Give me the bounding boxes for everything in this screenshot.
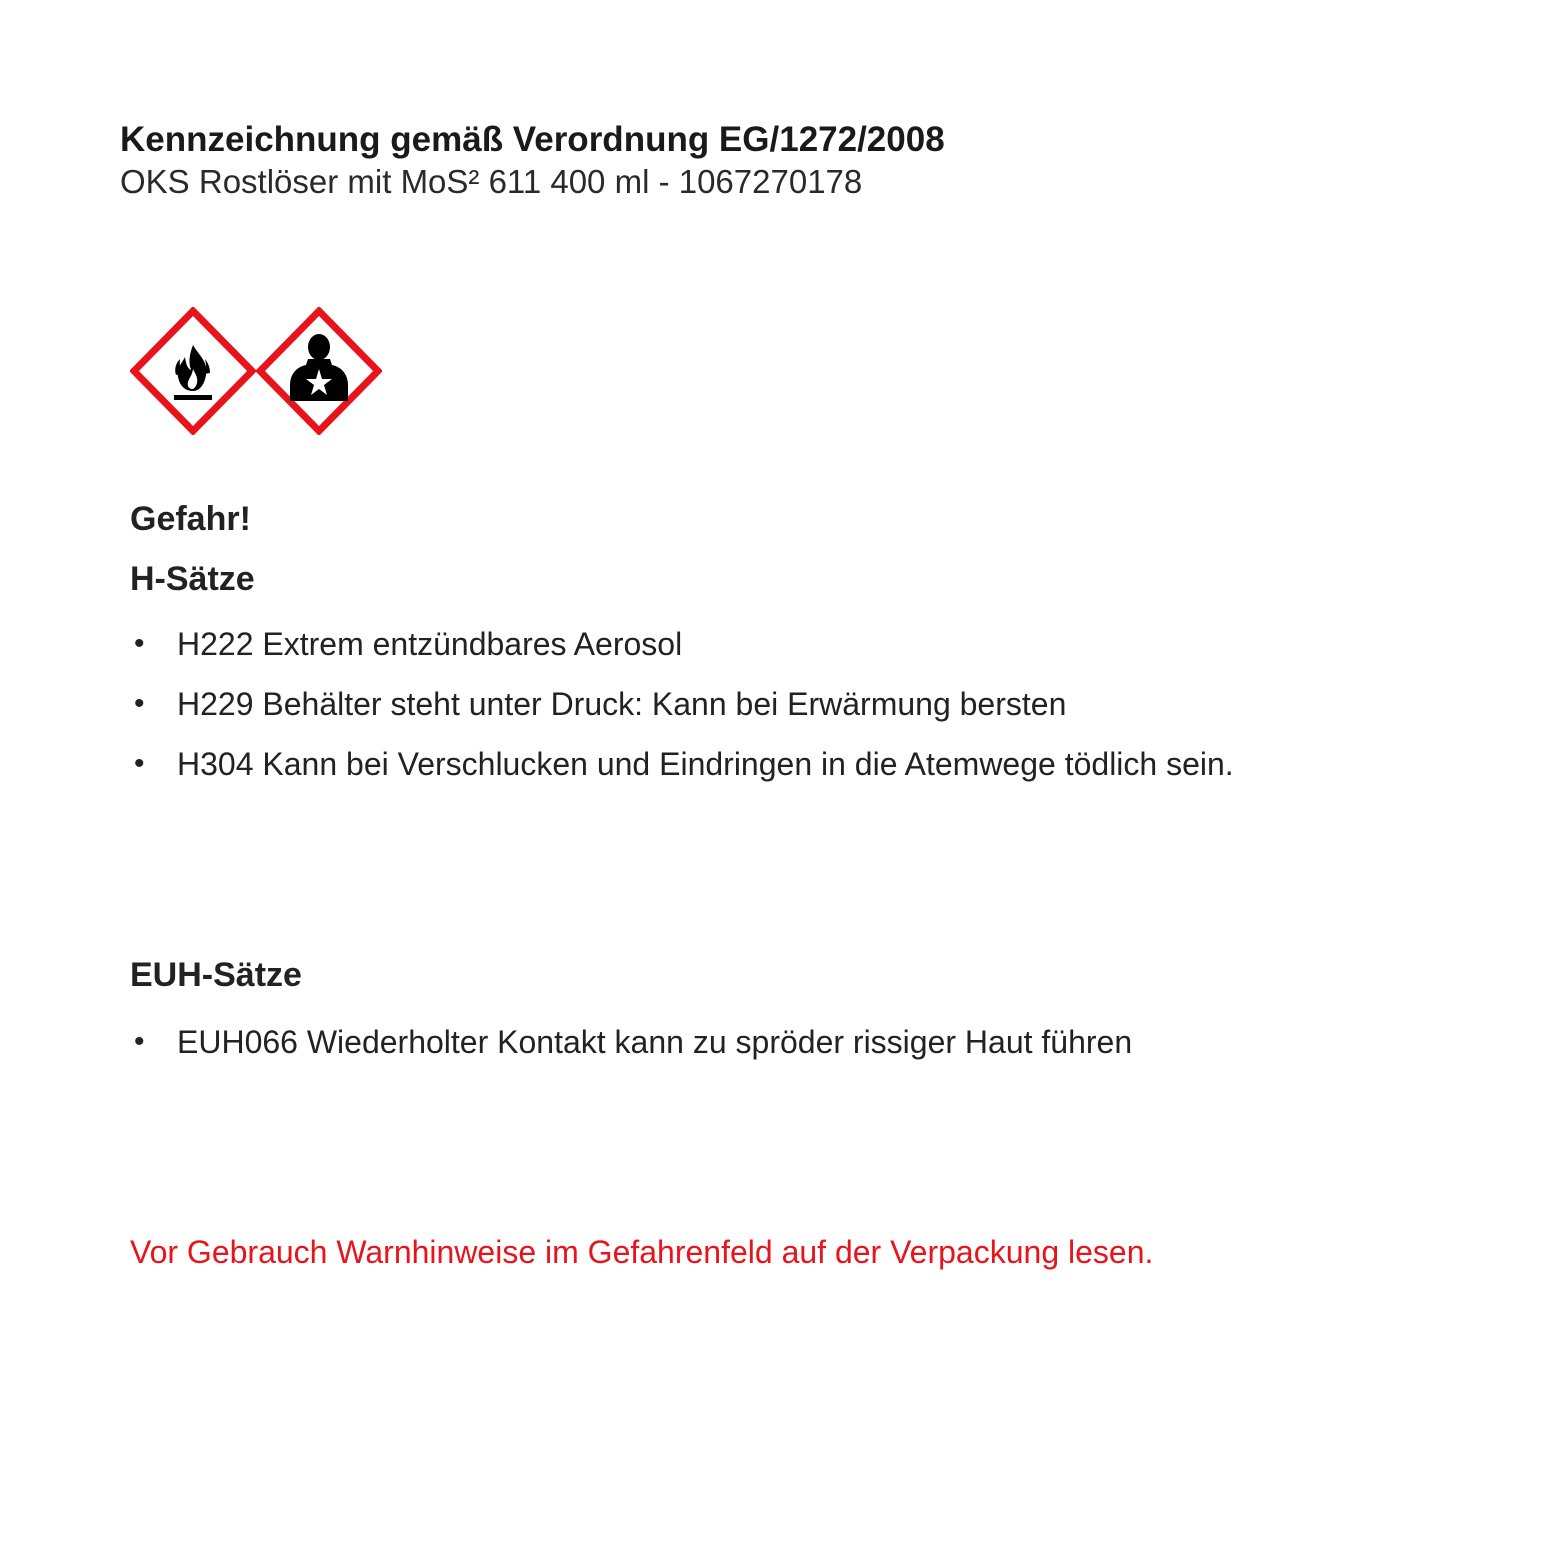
h-statement-text: H222 Extrem entzündbares Aerosol bbox=[177, 626, 683, 662]
h-statement-text: H229 Behälter steht unter Druck: Kann bei Erwärmung bersten bbox=[177, 686, 1067, 722]
euh-statements-list bbox=[130, 1012, 1250, 1072]
euh-statements-heading: EUH-Sätze bbox=[130, 956, 302, 994]
list-item bbox=[130, 674, 1250, 734]
signal-word: Gefahr! bbox=[130, 500, 251, 538]
bullet: • bbox=[134, 627, 145, 660]
bullet: • bbox=[134, 747, 145, 780]
list-item bbox=[130, 734, 1250, 794]
bullet: • bbox=[134, 1025, 145, 1058]
h-statements-list bbox=[130, 614, 1250, 794]
list-item bbox=[130, 1012, 1250, 1072]
h-statement-text: H304 Kann bei Verschlucken und Eindringen in die Atemwege tödlich sein. bbox=[177, 746, 1234, 782]
product-subtitle: OKS Rostlöser mit MoS² 611 400 ml - 1067270178 bbox=[120, 163, 863, 200]
page-title: Kennzeichnung gemäß Verordnung EG/1272/2008 bbox=[120, 120, 945, 159]
warning-note: Vor Gebrauch Warnhinweise im Gefahrenfeld auf der Verpackung lesen. bbox=[130, 1234, 1154, 1270]
h-statements-heading: H-Sätze bbox=[130, 560, 255, 598]
bullet: • bbox=[134, 687, 145, 720]
list-item bbox=[130, 614, 1250, 674]
flame-icon bbox=[130, 307, 256, 435]
health-hazard-icon bbox=[256, 307, 382, 435]
ghs-pictograms bbox=[130, 307, 382, 435]
euh-statement-text: EUH066 Wiederholter Kontakt kann zu spröder rissiger Haut führen bbox=[177, 1024, 1133, 1060]
